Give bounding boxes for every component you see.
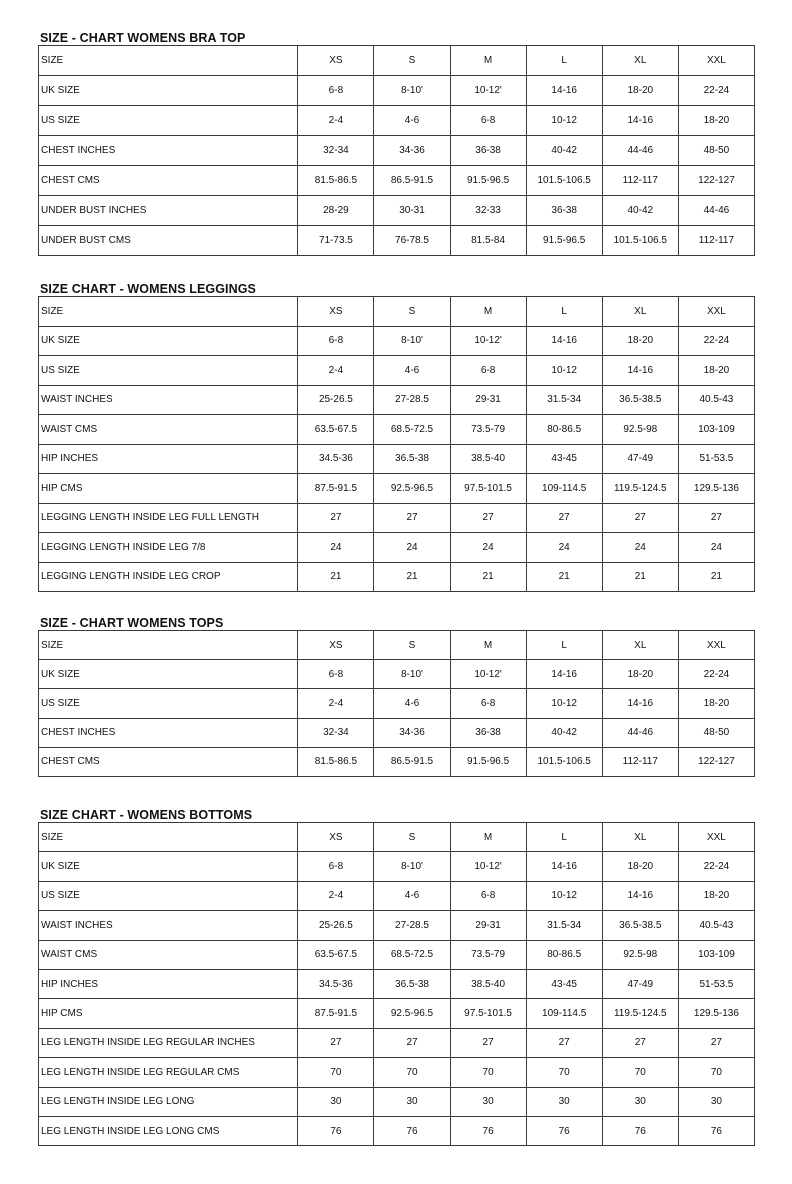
row-label: SIZE	[39, 46, 298, 76]
size-value-cell: 6-8	[450, 689, 526, 718]
size-value-cell: 91.5-96.5	[450, 166, 526, 196]
size-value-cell: 22-24	[678, 326, 754, 356]
size-value-cell: 76	[602, 1116, 678, 1145]
size-value-cell: 76-78.5	[374, 226, 450, 256]
size-value-cell: 70	[526, 1058, 602, 1087]
size-value-cell: 10-12'	[450, 326, 526, 356]
row-label: SIZE	[39, 631, 298, 660]
bra-top-title: SIZE - CHART WOMENS BRA TOP	[40, 31, 246, 45]
size-value-cell: 30	[298, 1087, 374, 1116]
size-value-cell: 109-114.5	[526, 474, 602, 504]
size-value-cell: 119.5-124.5	[602, 474, 678, 504]
size-value-cell: 63.5-67.5	[298, 940, 374, 969]
row-label: LEG LENGTH INSIDE LEG REGULAR INCHES	[39, 1028, 298, 1057]
table-row	[39, 415, 755, 445]
size-value-cell: 47-49	[602, 969, 678, 998]
size-value-cell: 86.5-91.5	[374, 166, 450, 196]
size-value-cell: 109-114.5	[526, 999, 602, 1028]
size-value-cell: 36.5-38.5	[602, 385, 678, 415]
size-value-cell: M	[450, 631, 526, 660]
size-value-cell: 34-36	[374, 136, 450, 166]
size-value-cell: 86.5-91.5	[374, 747, 450, 776]
size-value-cell: 14-16	[602, 356, 678, 386]
table-row	[39, 631, 755, 660]
size-value-cell: 27	[298, 503, 374, 533]
size-value-cell: 4-6	[374, 106, 450, 136]
size-value-cell: 71-73.5	[298, 226, 374, 256]
size-value-cell: 30	[678, 1087, 754, 1116]
size-value-cell: 18-20	[678, 106, 754, 136]
size-value-cell: 14-16	[602, 881, 678, 910]
size-value-cell: 8-10'	[374, 852, 450, 881]
size-value-cell: 76	[526, 1116, 602, 1145]
size-value-cell: 30	[374, 1087, 450, 1116]
size-value-cell: 30-31	[374, 196, 450, 226]
size-value-cell: 27	[450, 503, 526, 533]
row-label: LEG LENGTH INSIDE LEG REGULAR CMS	[39, 1058, 298, 1087]
bra-top-size-section	[38, 31, 755, 256]
row-label: UK SIZE	[39, 76, 298, 106]
size-value-cell: 24	[602, 533, 678, 563]
row-label: US SIZE	[39, 356, 298, 386]
size-value-cell: 80-86.5	[526, 940, 602, 969]
size-value-cell: 36-38	[526, 196, 602, 226]
size-value-cell: 18-20	[602, 76, 678, 106]
size-value-cell: XS	[298, 46, 374, 76]
size-value-cell: 112-117	[602, 747, 678, 776]
size-value-cell: 112-117	[602, 166, 678, 196]
size-value-cell: 8-10'	[374, 326, 450, 356]
tops-title: SIZE - CHART WOMENS TOPS	[40, 616, 224, 630]
size-value-cell: 32-33	[450, 196, 526, 226]
size-value-cell: 21	[374, 562, 450, 592]
size-value-cell: 4-6	[374, 356, 450, 386]
size-value-cell: S	[374, 297, 450, 327]
size-value-cell: 47-49	[602, 444, 678, 474]
size-value-cell: 70	[298, 1058, 374, 1087]
tops-size-section	[38, 616, 755, 777]
size-value-cell: XL	[602, 823, 678, 852]
size-value-cell: 25-26.5	[298, 911, 374, 940]
size-value-cell: 103-109	[678, 940, 754, 969]
size-value-cell: 97.5-101.5	[450, 474, 526, 504]
table-row	[39, 689, 755, 718]
leggings-size-section	[38, 282, 755, 592]
size-value-cell: XXL	[678, 46, 754, 76]
size-value-cell: XS	[298, 297, 374, 327]
size-value-cell: 70	[678, 1058, 754, 1087]
size-value-cell: 92.5-96.5	[374, 999, 450, 1028]
size-value-cell: 10-12'	[450, 76, 526, 106]
size-value-cell: 27	[298, 1028, 374, 1057]
size-value-cell: 101.5-106.5	[526, 166, 602, 196]
table-row	[39, 1028, 755, 1057]
size-value-cell: M	[450, 297, 526, 327]
size-value-cell: 63.5-67.5	[298, 415, 374, 445]
row-label: WAIST CMS	[39, 415, 298, 445]
size-value-cell: 91.5-96.5	[450, 747, 526, 776]
size-value-cell: XL	[602, 46, 678, 76]
size-value-cell: 40-42	[526, 136, 602, 166]
size-value-cell: 30	[450, 1087, 526, 1116]
size-value-cell: 44-46	[678, 196, 754, 226]
size-value-cell: 34.5-36	[298, 969, 374, 998]
size-value-cell: 119.5-124.5	[602, 999, 678, 1028]
row-label: HIP INCHES	[39, 444, 298, 474]
table-row	[39, 297, 755, 327]
size-value-cell: 6-8	[450, 356, 526, 386]
row-label: UNDER BUST INCHES	[39, 196, 298, 226]
size-value-cell: 92.5-98	[602, 415, 678, 445]
row-label: US SIZE	[39, 881, 298, 910]
size-value-cell: 32-34	[298, 136, 374, 166]
size-value-cell: XXL	[678, 823, 754, 852]
size-value-cell: 31.5-34	[526, 911, 602, 940]
size-value-cell: 40.5-43	[678, 385, 754, 415]
size-value-cell: 14-16	[526, 76, 602, 106]
size-value-cell: 81.5-86.5	[298, 747, 374, 776]
table-row	[39, 444, 755, 474]
size-value-cell: 122-127	[678, 747, 754, 776]
size-value-cell: 2-4	[298, 881, 374, 910]
size-value-cell: 27	[526, 1028, 602, 1057]
table-row	[39, 1116, 755, 1145]
size-value-cell: 18-20	[602, 326, 678, 356]
size-value-cell: 21	[450, 562, 526, 592]
row-label: SIZE	[39, 297, 298, 327]
size-value-cell: 18-20	[678, 689, 754, 718]
size-value-cell: 4-6	[374, 689, 450, 718]
size-value-cell: 43-45	[526, 444, 602, 474]
row-label: WAIST INCHES	[39, 385, 298, 415]
size-value-cell: 36.5-38	[374, 444, 450, 474]
size-value-cell: 29-31	[450, 911, 526, 940]
row-label: US SIZE	[39, 106, 298, 136]
size-value-cell: 40-42	[602, 196, 678, 226]
size-value-cell: 6-8	[298, 852, 374, 881]
size-value-cell: 129.5-136	[678, 999, 754, 1028]
size-value-cell: 36.5-38	[374, 969, 450, 998]
size-value-cell: 25-26.5	[298, 385, 374, 415]
size-value-cell: 27-28.5	[374, 385, 450, 415]
size-value-cell: 36-38	[450, 718, 526, 747]
size-value-cell: 8-10'	[374, 76, 450, 106]
size-value-cell: 24	[374, 533, 450, 563]
size-value-cell: 81.5-84	[450, 226, 526, 256]
size-value-cell: 36.5-38.5	[602, 911, 678, 940]
row-label: LEGGING LENGTH INSIDE LEG CROP	[39, 562, 298, 592]
tops-size-table	[38, 630, 755, 777]
size-value-cell: S	[374, 46, 450, 76]
size-value-cell: 24	[526, 533, 602, 563]
size-value-cell: L	[526, 823, 602, 852]
row-label: LEG LENGTH INSIDE LEG LONG	[39, 1087, 298, 1116]
size-value-cell: 22-24	[678, 76, 754, 106]
row-label: UK SIZE	[39, 660, 298, 689]
table-row	[39, 474, 755, 504]
size-value-cell: XS	[298, 823, 374, 852]
row-label: SIZE	[39, 823, 298, 852]
table-row	[39, 385, 755, 415]
size-value-cell: 27	[602, 1028, 678, 1057]
size-value-cell: S	[374, 823, 450, 852]
table-row	[39, 503, 755, 533]
table-row	[39, 562, 755, 592]
table-row	[39, 911, 755, 940]
bra-top-size-table	[38, 45, 755, 256]
size-value-cell: L	[526, 297, 602, 327]
table-row	[39, 940, 755, 969]
size-value-cell: 6-8	[450, 106, 526, 136]
table-row	[39, 852, 755, 881]
size-value-cell: 27-28.5	[374, 911, 450, 940]
size-value-cell: 8-10'	[374, 660, 450, 689]
table-row	[39, 76, 755, 106]
bottoms-size-table	[38, 822, 755, 1146]
row-label: UNDER BUST CMS	[39, 226, 298, 256]
size-value-cell: 10-12'	[450, 660, 526, 689]
size-value-cell: 18-20	[678, 881, 754, 910]
size-value-cell: 27	[678, 1028, 754, 1057]
table-row	[39, 136, 755, 166]
size-value-cell: 91.5-96.5	[526, 226, 602, 256]
size-value-cell: 6-8	[298, 660, 374, 689]
size-value-cell: 10-12	[526, 106, 602, 136]
size-value-cell: 29-31	[450, 385, 526, 415]
row-label: UK SIZE	[39, 326, 298, 356]
size-value-cell: 70	[374, 1058, 450, 1087]
table-row	[39, 326, 755, 356]
table-row	[39, 46, 755, 76]
size-value-cell: 22-24	[678, 660, 754, 689]
size-value-cell: 76	[374, 1116, 450, 1145]
size-value-cell: 76	[450, 1116, 526, 1145]
leggings-size-table	[38, 296, 755, 592]
row-label: UK SIZE	[39, 852, 298, 881]
size-value-cell: 14-16	[526, 852, 602, 881]
size-value-cell: XL	[602, 297, 678, 327]
size-value-cell: XXL	[678, 297, 754, 327]
table-row	[39, 356, 755, 386]
table-row	[39, 747, 755, 776]
row-label: WAIST INCHES	[39, 911, 298, 940]
size-value-cell: 14-16	[526, 660, 602, 689]
row-label: LEGGING LENGTH INSIDE LEG FULL LENGTH	[39, 503, 298, 533]
table-row	[39, 969, 755, 998]
row-label: WAIST CMS	[39, 940, 298, 969]
size-value-cell: 10-12	[526, 356, 602, 386]
size-value-cell: 43-45	[526, 969, 602, 998]
size-value-cell: XS	[298, 631, 374, 660]
row-label: HIP CMS	[39, 999, 298, 1028]
size-value-cell: 21	[526, 562, 602, 592]
size-value-cell: 70	[602, 1058, 678, 1087]
table-row	[39, 881, 755, 910]
size-value-cell: 21	[602, 562, 678, 592]
size-value-cell: 6-8	[298, 326, 374, 356]
table-row	[39, 533, 755, 563]
size-value-cell: 27	[526, 503, 602, 533]
table-row	[39, 999, 755, 1028]
size-value-cell: 21	[678, 562, 754, 592]
size-value-cell: 24	[450, 533, 526, 563]
size-value-cell: 51-53.5	[678, 444, 754, 474]
row-label: LEGGING LENGTH INSIDE LEG 7/8	[39, 533, 298, 563]
size-value-cell: 81.5-86.5	[298, 166, 374, 196]
size-value-cell: XL	[602, 631, 678, 660]
size-value-cell: 27	[374, 503, 450, 533]
size-value-cell: 22-24	[678, 852, 754, 881]
size-value-cell: 28-29	[298, 196, 374, 226]
size-value-cell: L	[526, 46, 602, 76]
row-label: LEG LENGTH INSIDE LEG LONG CMS	[39, 1116, 298, 1145]
size-value-cell: L	[526, 631, 602, 660]
size-value-cell: 10-12	[526, 689, 602, 718]
table-row	[39, 1087, 755, 1116]
size-value-cell: 14-16	[602, 106, 678, 136]
size-value-cell: 27	[678, 503, 754, 533]
row-label: HIP CMS	[39, 474, 298, 504]
size-value-cell: 129.5-136	[678, 474, 754, 504]
table-row	[39, 660, 755, 689]
table-row	[39, 106, 755, 136]
size-value-cell: S	[374, 631, 450, 660]
size-value-cell: 51-53.5	[678, 969, 754, 998]
size-value-cell: 87.5-91.5	[298, 474, 374, 504]
size-value-cell: 32-34	[298, 718, 374, 747]
size-value-cell: 34-36	[374, 718, 450, 747]
size-value-cell: 76	[678, 1116, 754, 1145]
row-label: US SIZE	[39, 689, 298, 718]
size-value-cell: 18-20	[678, 356, 754, 386]
size-value-cell: 101.5-106.5	[602, 226, 678, 256]
size-value-cell: 68.5-72.5	[374, 940, 450, 969]
size-value-cell: 38.5-40	[450, 444, 526, 474]
size-value-cell: M	[450, 46, 526, 76]
size-value-cell: 34.5-36	[298, 444, 374, 474]
size-value-cell: 24	[678, 533, 754, 563]
size-value-cell: 87.5-91.5	[298, 999, 374, 1028]
size-value-cell: 10-12	[526, 881, 602, 910]
size-value-cell: 27	[602, 503, 678, 533]
size-value-cell: 68.5-72.5	[374, 415, 450, 445]
size-value-cell: 6-8	[450, 881, 526, 910]
size-value-cell: 48-50	[678, 136, 754, 166]
size-value-cell: 31.5-34	[526, 385, 602, 415]
row-label: HIP INCHES	[39, 969, 298, 998]
size-value-cell: 6-8	[298, 76, 374, 106]
size-value-cell: 70	[450, 1058, 526, 1087]
size-value-cell: 30	[602, 1087, 678, 1116]
size-value-cell: 27	[374, 1028, 450, 1057]
size-value-cell: 48-50	[678, 718, 754, 747]
size-value-cell: 44-46	[602, 136, 678, 166]
size-value-cell: 18-20	[602, 852, 678, 881]
size-value-cell: 92.5-96.5	[374, 474, 450, 504]
size-value-cell: 21	[298, 562, 374, 592]
table-row	[39, 1058, 755, 1087]
table-row	[39, 718, 755, 747]
size-value-cell: 73.5-79	[450, 415, 526, 445]
size-value-cell: 18-20	[602, 660, 678, 689]
size-value-cell: XXL	[678, 631, 754, 660]
bottoms-title: SIZE CHART - WOMENS BOTTOMS	[40, 808, 253, 822]
size-value-cell: 103-109	[678, 415, 754, 445]
size-value-cell: 44-46	[602, 718, 678, 747]
table-row	[39, 226, 755, 256]
size-value-cell: 2-4	[298, 356, 374, 386]
size-value-cell: 4-6	[374, 881, 450, 910]
row-label: CHEST INCHES	[39, 136, 298, 166]
bottoms-size-section	[38, 808, 755, 1146]
size-value-cell: 36-38	[450, 136, 526, 166]
size-value-cell: 92.5-98	[602, 940, 678, 969]
row-label: CHEST CMS	[39, 166, 298, 196]
row-label: CHEST CMS	[39, 747, 298, 776]
size-value-cell: 40.5-43	[678, 911, 754, 940]
size-value-cell: 27	[450, 1028, 526, 1057]
row-label: CHEST INCHES	[39, 718, 298, 747]
size-value-cell: 76	[298, 1116, 374, 1145]
table-row	[39, 823, 755, 852]
size-value-cell: 80-86.5	[526, 415, 602, 445]
size-value-cell: 10-12'	[450, 852, 526, 881]
size-value-cell: 14-16	[602, 689, 678, 718]
leggings-title: SIZE CHART - WOMENS LEGGINGS	[40, 282, 256, 296]
size-value-cell: 112-117	[678, 226, 754, 256]
size-value-cell: 101.5-106.5	[526, 747, 602, 776]
size-value-cell: M	[450, 823, 526, 852]
size-value-cell: 40-42	[526, 718, 602, 747]
table-row	[39, 166, 755, 196]
size-value-cell: 14-16	[526, 326, 602, 356]
size-value-cell: 2-4	[298, 689, 374, 718]
size-value-cell: 24	[298, 533, 374, 563]
size-value-cell: 73.5-79	[450, 940, 526, 969]
size-value-cell: 97.5-101.5	[450, 999, 526, 1028]
size-value-cell: 2-4	[298, 106, 374, 136]
size-value-cell: 30	[526, 1087, 602, 1116]
table-row	[39, 196, 755, 226]
size-value-cell: 122-127	[678, 166, 754, 196]
size-value-cell: 38.5-40	[450, 969, 526, 998]
